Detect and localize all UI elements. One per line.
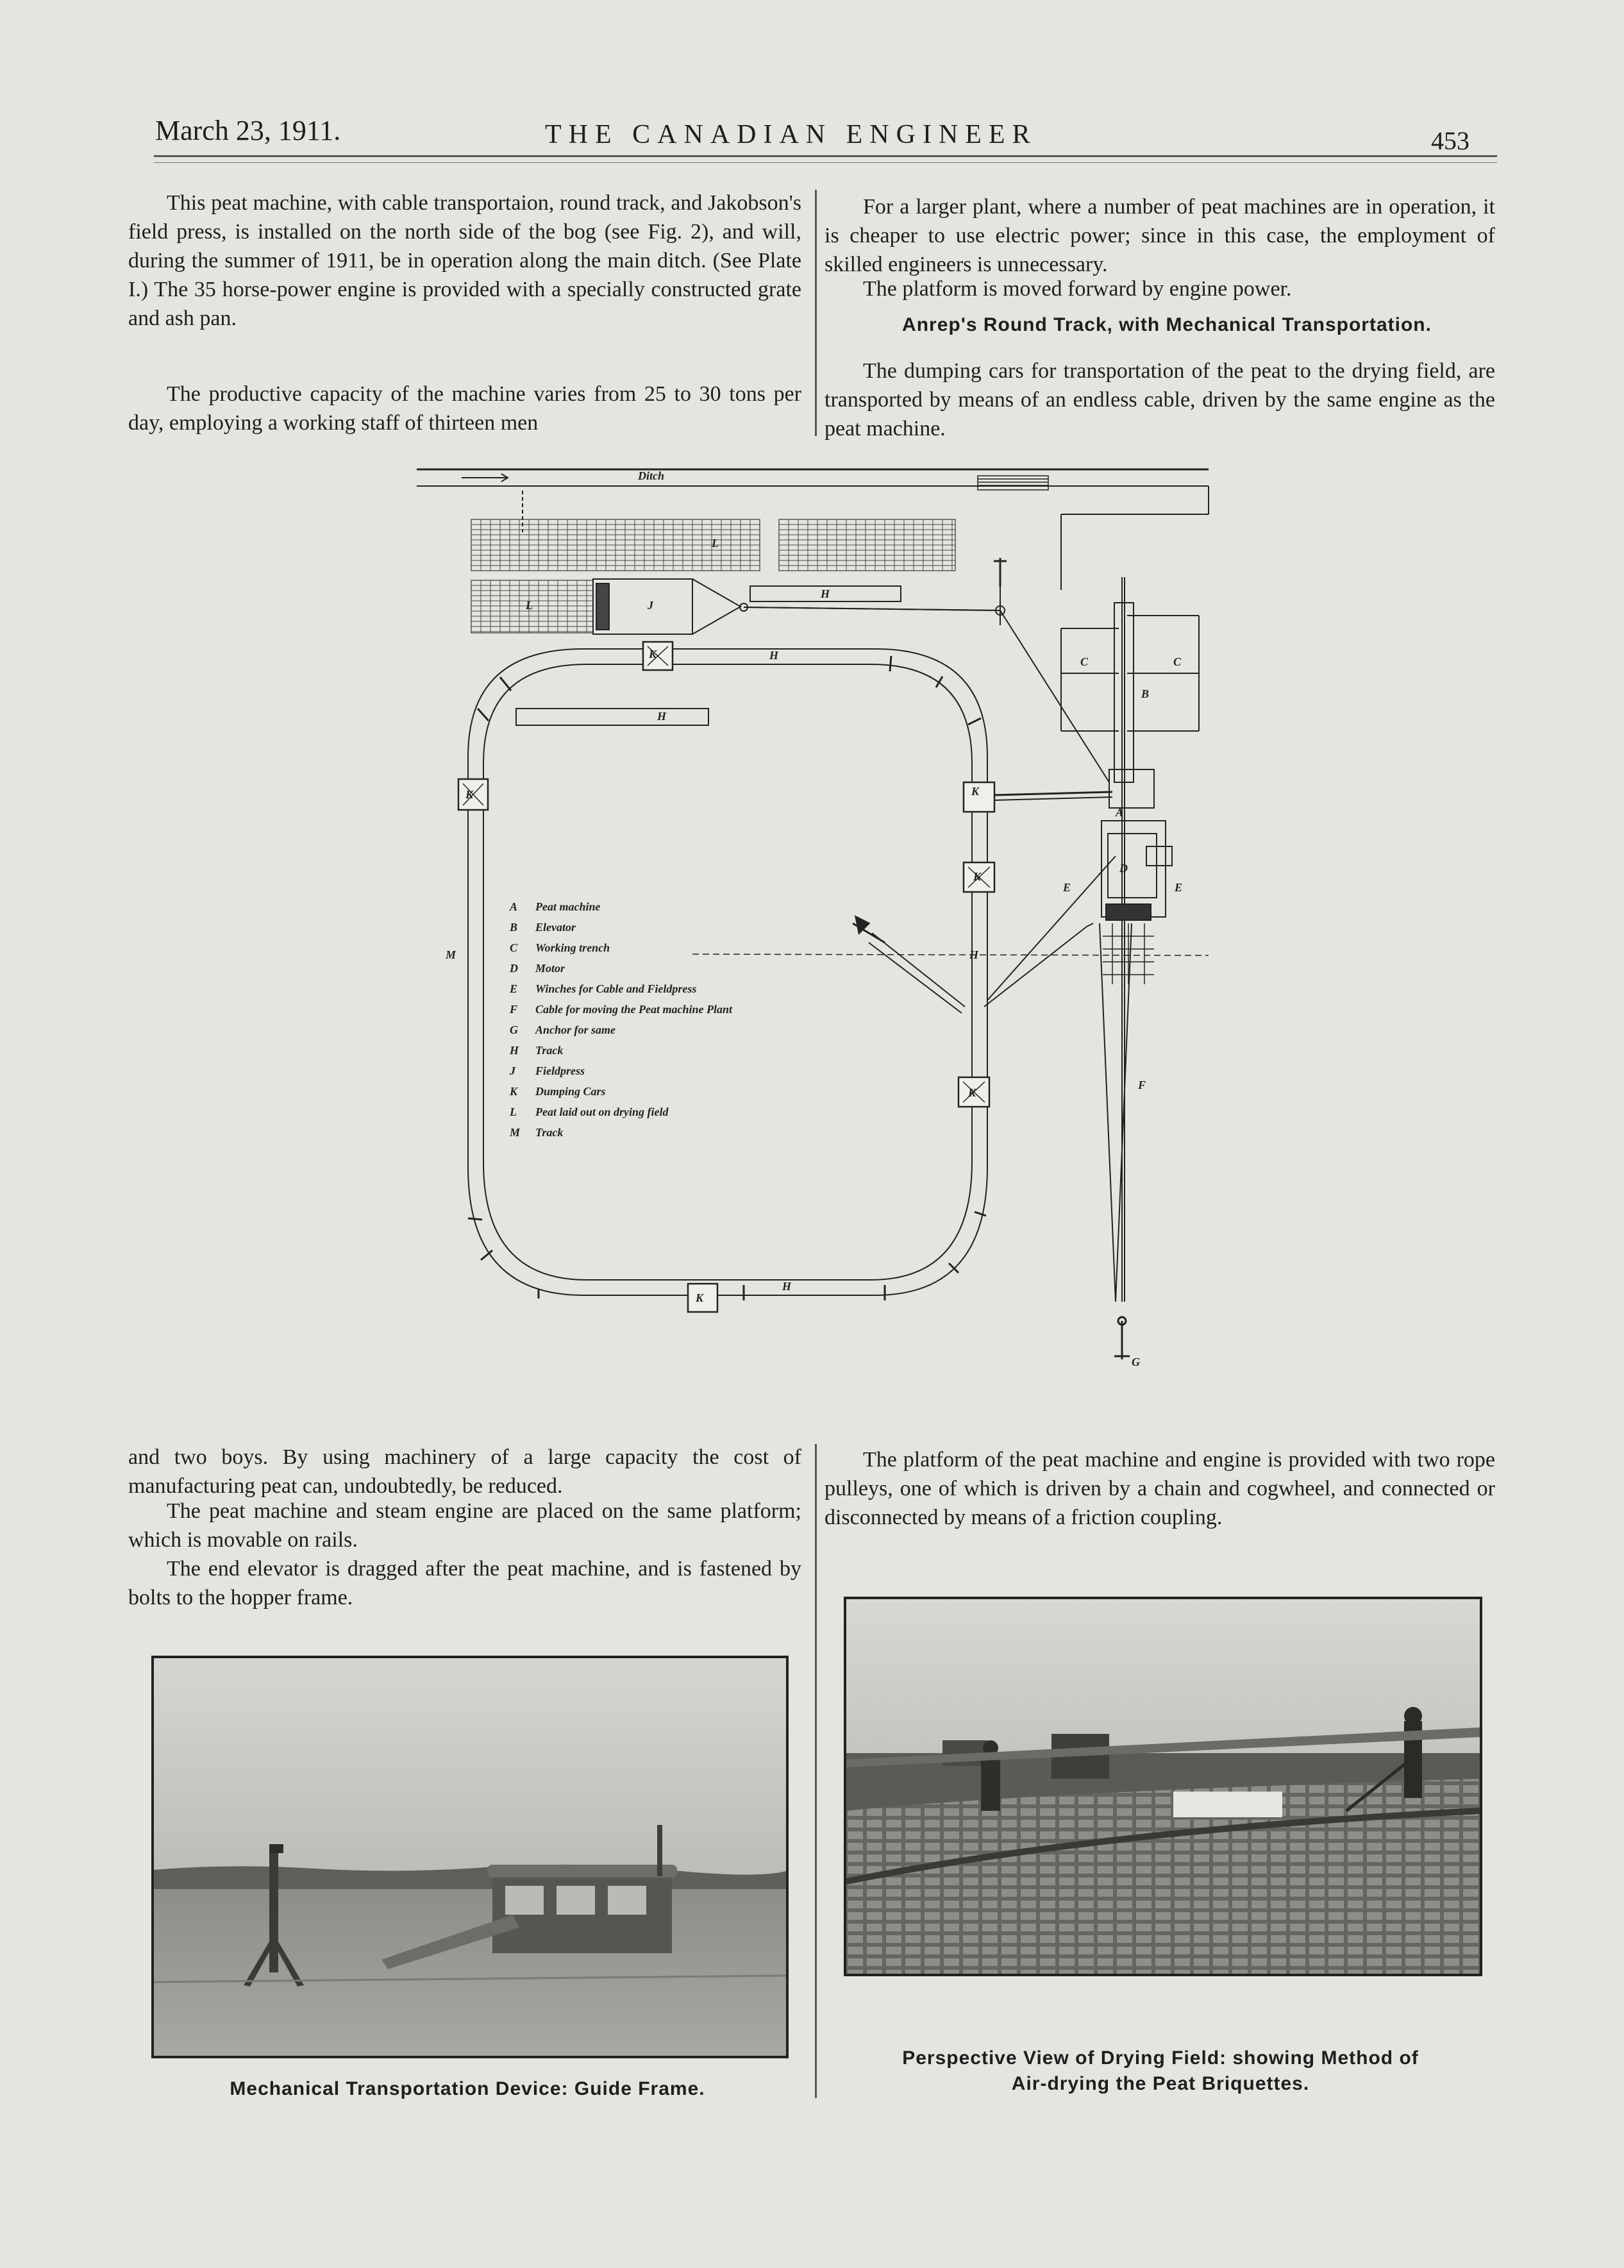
label-E-1: E xyxy=(1063,881,1071,894)
label-L-1: L xyxy=(712,537,719,550)
caption-right xyxy=(844,2045,1477,2097)
label-D: D xyxy=(1119,862,1128,875)
legend-label-k: Dumping Cars xyxy=(535,1085,606,1098)
legend-label-e: Winches for Cable and Fieldpress xyxy=(535,982,697,995)
header-rule xyxy=(154,155,1497,157)
label-H-4: H xyxy=(782,1280,792,1293)
label-K-5: K xyxy=(696,1291,704,1304)
paragraph-4: The platform is moved forward by engine power. xyxy=(863,277,1292,301)
paragraph-5: The dumping cars for transportation of the peat to the drying field, are transported by means of an endless cable, driven by the same engine as the peat machine. xyxy=(825,359,1495,441)
legend-key-j: J xyxy=(510,1064,515,1077)
paragraph-7: The peat machine and steam engine are placed on the same platform; which is movable on rails. xyxy=(128,1499,801,1552)
label-C-1: C xyxy=(1080,655,1089,668)
legend-key-c: C xyxy=(510,941,518,954)
label-K-3: K xyxy=(973,870,982,883)
legend-label-j: Fieldpress xyxy=(535,1064,585,1077)
label-M: M xyxy=(446,948,456,961)
legend-label-g: Anchor for same xyxy=(535,1023,616,1036)
label-H-3: H xyxy=(657,710,667,723)
label-B: B xyxy=(1141,687,1150,700)
label-K-6: K xyxy=(971,785,980,798)
label-G: G xyxy=(1132,1356,1140,1368)
legend-key-k: K xyxy=(510,1085,518,1098)
caption-right-line2: Air-drying the Peat Briquettes. xyxy=(1011,2073,1310,2094)
caption-right-line1: Perspective View of Drying Field: showing Method of xyxy=(902,2047,1419,2069)
photo-drying-field xyxy=(844,1597,1482,1976)
legend-key-g: G xyxy=(510,1023,518,1036)
paragraph-3: For a larger plant, where a number of peat machines are in operation, it is cheaper to use electric power; since in this case, the employment of skilled engineers is unnecessary. xyxy=(825,195,1495,276)
legend-key-b: B xyxy=(510,921,518,934)
label-F: F xyxy=(1138,1079,1146,1091)
diagram-legend xyxy=(509,900,733,1139)
paragraph-6: and two boys. By using machinery of a large capacity the cost of manufacturing peat can, undoubtedly, be reduced. xyxy=(128,1445,801,1498)
paragraph-9: The platform of the peat machine and engine is provided with two rope pulleys, one of which is driven by a chain and cogwheel, and connected or disconnected by means of a friction coupling. xyxy=(825,1448,1495,1529)
label-H-5: H xyxy=(969,948,979,961)
paragraph-8: The end elevator is dragged after the peat machine, and is fastened by bolts to the hopper frame. xyxy=(128,1557,801,1609)
paragraph-1: This peat machine, with cable transportaion, round track, and Jakobson's field press, is installed on the north side of the bog (see Fig. 2), and will, during the summer of 1911, be in operation along the main ditch. (See Plate I.) The 35 horse-power engine is provided with a specially constructed grate and ash pan. xyxy=(128,191,801,330)
legend-key-e: E xyxy=(510,982,518,995)
label-H-2: H xyxy=(769,649,779,662)
legend-key-l: L xyxy=(510,1105,517,1118)
legend-key-d: D xyxy=(510,962,518,975)
legend-label-l: Peat laid out on drying field xyxy=(535,1105,669,1118)
legend-label-m: Track xyxy=(535,1126,564,1139)
label-H-1: H xyxy=(821,587,830,600)
label-E-2: E xyxy=(1175,881,1183,894)
paragraph-2: The productive capacity of the machine varies from 25 to 30 tons per day, employing a working staff of thirteen men xyxy=(128,382,801,435)
legend-label-h: Track xyxy=(535,1044,564,1057)
label-K-4: K xyxy=(968,1086,976,1099)
ditch-label: Ditch xyxy=(638,469,665,482)
legend-key-m: M xyxy=(510,1126,521,1139)
label-K-2: K xyxy=(465,788,474,801)
round-track-plan-diagram xyxy=(410,462,1218,1391)
header-date: March 23, 1911. xyxy=(155,115,341,146)
legend-key-a: A xyxy=(510,900,518,913)
legend-label-c: Working trench xyxy=(535,941,610,954)
column-divider-top xyxy=(815,190,817,436)
page-number: 453 xyxy=(1431,126,1469,155)
legend-label-b: Elevator xyxy=(535,921,576,934)
column-divider-bottom xyxy=(815,1444,817,2098)
label-A: A xyxy=(1116,806,1124,819)
label-K-1: K xyxy=(649,648,657,660)
legend-label-d: Motor xyxy=(535,962,565,975)
label-J: J xyxy=(648,599,653,612)
header-rule-thin xyxy=(154,162,1497,163)
section-heading: Anrep's Round Track, with Mechanical Transportation. xyxy=(902,314,1432,335)
photo-guide-frame xyxy=(151,1656,789,2058)
label-L-2: L xyxy=(526,599,533,612)
caption-left: Mechanical Transportation Device: Guide Frame. xyxy=(230,2078,705,2099)
journal-title: THE CANADIAN ENGINEER xyxy=(545,120,1037,149)
label-C-2: C xyxy=(1173,655,1182,668)
legend-key-h: H xyxy=(510,1044,519,1057)
legend-key-f: F xyxy=(510,1003,518,1016)
legend-label-f: Cable for moving the Peat machine Plant xyxy=(535,1003,732,1016)
legend-label-a: Peat machine xyxy=(535,900,601,913)
